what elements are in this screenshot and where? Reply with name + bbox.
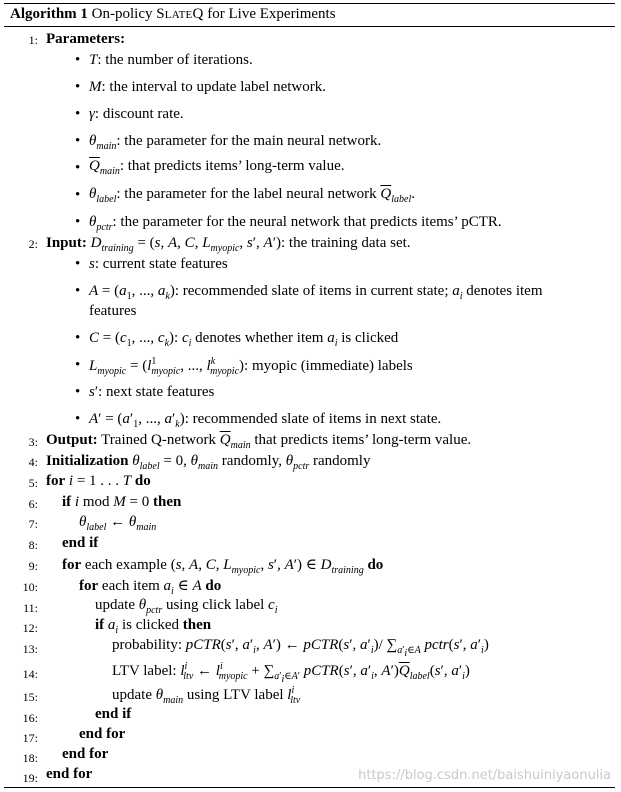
for-each-example-line: for each example (s, A, C, $L_{myopic}$, s′, A′) ∈ $D_{training}$ do — [62, 557, 384, 576]
bullet: • — [75, 330, 81, 346]
init-line: Initialization $\theta_{label} = 0$, $\theta_{main}$ randomly, $\theta_{pctr}$ randomly — [46, 453, 371, 472]
end-if-line: end if — [95, 706, 132, 722]
param-item: $\theta_{main}$: the parameter for the main neural network. — [89, 133, 382, 152]
bullet: • — [75, 106, 81, 122]
line-number: 10: — [22, 580, 38, 594]
ltv-label-line: LTV label: $l^i_{ltv}$ ← $l^i_{myopic} + \sum_{a'_i\in A'}$ pCTR(s′, $a'_i$, $A')\overline{Q}_{label}(s'$, $a'_i$) — [112, 661, 470, 685]
watermark: https://blog.csdn.net/baishuiniyaonulia — [358, 768, 611, 783]
if-mod-line: if i mod M = 0 then — [62, 494, 182, 510]
output-line: Output: Trained Q-network $\overline{Q}_{main}$ that predicts items’ long-term value. — [46, 432, 472, 451]
end-if-line: end if — [62, 535, 99, 551]
line-number: 1: — [28, 33, 38, 47]
bottom-rule — [4, 787, 615, 788]
input-item: $L_{myopic} = (l^1_{myopic}$, ..., $l^k_{myopic}$): myopic (immediate) labels — [89, 356, 413, 377]
line-number: 6: — [28, 497, 38, 511]
bullet: • — [75, 411, 81, 427]
input-item: $A' = (a'_1$, ..., $a'_k$): recommended slate of items in next state. — [89, 411, 442, 430]
line-number: 7: — [28, 517, 38, 531]
algorithm-title: Algorithm 1 On-policy SlateQ for Live Experiments — [10, 6, 336, 22]
bullet: • — [75, 256, 81, 272]
bullet: • — [75, 187, 81, 203]
line-number: 11: — [23, 601, 38, 615]
line-number: 16: — [22, 711, 38, 725]
bullet: • — [75, 133, 81, 149]
update-main-line: update $\theta_{main}$ using LTV label $l^i_{ltv}$ — [112, 685, 301, 706]
line-number: 9: — [28, 559, 38, 573]
probability-line: probability: pCTR(s′, $a'_i$, A′) ← pCTR(s′, $a'_i)/$ $\sum_{a'_i\in A}$ pctr(s′, $a'_i$) — [112, 637, 489, 659]
parameters-heading: Parameters: — [46, 31, 126, 47]
line-number: 17: — [22, 731, 38, 745]
bullet: • — [75, 384, 81, 400]
bullet: • — [75, 160, 81, 176]
input-item: $A = (a_1$, ..., $a_k$): recommended slate of items in current state; $a_i$ denotes item — [89, 283, 543, 302]
line-number: 8: — [28, 538, 38, 552]
input-item: $C = (c_1$, ..., $c_k$): $c_i$ denotes whether item $a_i$ is clicked — [89, 330, 399, 349]
line-number: 14: — [22, 667, 38, 681]
param-item: $\theta_{label}$: the parameter for the label neural network $\overline{Q}_{label}$. — [89, 186, 416, 205]
update-pctr-line: update $\theta_{pctr}$ using click label $c_i$ — [95, 597, 278, 616]
end-for-line: end for — [79, 726, 126, 742]
input-item-continuation: features — [89, 303, 137, 319]
for-iterations-line: for i = 1 . . . T do — [46, 473, 151, 489]
for-each-item-line: for each item $a_i$ ∈ A do — [79, 578, 222, 597]
bullet: • — [75, 214, 81, 230]
line-number: 2: — [28, 237, 38, 251]
line-number: 15: — [22, 690, 38, 704]
end-for-line: end for — [62, 746, 109, 762]
line-number: 19: — [22, 771, 38, 785]
input-line: Input: $D_{training} = (s$, A, C, $L_{myopic}$, s′, A′): the training data set. — [46, 235, 411, 254]
param-item: $\overline{Q}_{main}$: that predicts items’ long-term value. — [89, 158, 345, 177]
line-number: 18: — [22, 751, 38, 765]
param-item: T: the number of iterations. — [89, 52, 253, 68]
header-rule — [4, 26, 615, 27]
bullet: • — [75, 357, 81, 373]
bullet: • — [75, 52, 81, 68]
line-number: 4: — [28, 455, 38, 469]
bullet: • — [75, 283, 81, 299]
assign-label-line: $\theta_{label}$ ← $\theta_{main}$ — [79, 514, 157, 533]
line-number: 5: — [28, 476, 38, 490]
param-item: M: the interval to update label network. — [89, 79, 327, 95]
line-number: 13: — [22, 642, 38, 656]
end-for-line: end for — [46, 766, 93, 782]
input-item: s: current state features — [89, 256, 228, 272]
bullet: • — [75, 79, 81, 95]
param-item: $\theta_{pctr}$: the parameter for the neural network that predicts items’ pCTR. — [89, 214, 502, 233]
top-rule — [4, 3, 615, 4]
line-number: 12: — [22, 621, 38, 635]
line-number: 3: — [28, 435, 38, 449]
param-item: γ: discount rate. — [89, 106, 184, 122]
input-item: s′: next state features — [89, 384, 215, 400]
if-clicked-line: if $a_i$ is clicked then — [95, 617, 212, 636]
